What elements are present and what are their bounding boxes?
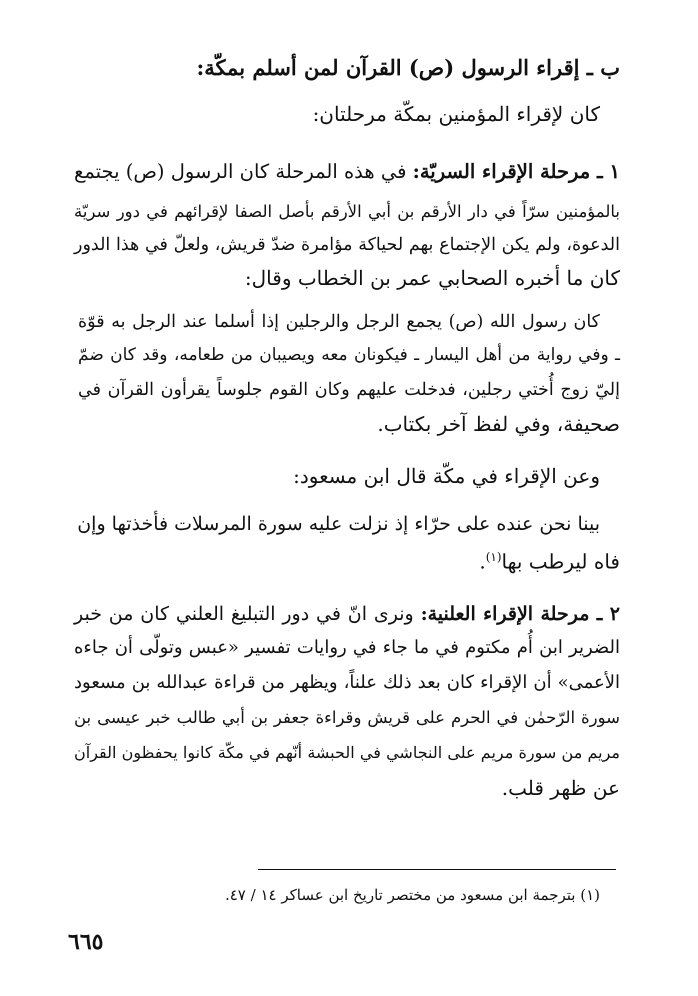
intro-line: كان لإقراء المؤمنين بمكّة مرحلتان: xyxy=(312,102,600,126)
stage2-line: مريم من سورة مريم على النجاشي في الحبشة أنّهم في مكّة كانوا يحفظون القرآن xyxy=(74,743,620,762)
stage2-line: الأعمى» أن الإقراء كان بعد ذلك علناً، ويظهر من قراءة عبدالله بن مسعود xyxy=(74,672,620,693)
stage2-label: ٢ ـ مرحلة الإقراء العلنية: xyxy=(420,603,620,625)
quote2-text: فاه ليرطب بها xyxy=(501,549,620,574)
quote2-end: . xyxy=(479,549,486,574)
quote2-line: بينا نحن عنده على حرّاء إذ نزلت عليه سورة المرسلات فأخذتها وإن xyxy=(77,513,600,535)
stage1-line: كان ما أخبره الصحابي عمر بن الخطاب وقال: xyxy=(244,266,620,290)
quote1-line: صحيفة، وفي لفظ آخر بكتاب. xyxy=(377,412,620,436)
quote1-line: كان رسول الله (ص) يجمع الرجل والرجلين إذا أسلما عند الرجل به قوّة xyxy=(78,312,600,332)
stage2-text: ونرى انّ في دور التبليغ العلني كان من خبر xyxy=(74,603,414,625)
stage2-line: سورة الرّحمٰن في الحرم على قريش وقراءة جعفر بن أبي طالب خبر عيسى بن xyxy=(74,708,620,727)
quote1-line: ـ وفي رواية من أهل اليسار ـ فيكونان معه ويصيبان من طعامه، وقد كان ضمّ xyxy=(78,345,620,365)
stage2-line: الضرير ابن أُم مكتوم في ما جاء في روايات تفسير «عبس وتولّى أن جاءه xyxy=(74,637,620,658)
intro2-line: وعن الإقراء في مكّة قال ابن مسعود: xyxy=(293,464,600,488)
footnote-ref: (١) xyxy=(485,550,502,564)
stage1-label: ١ ـ مرحلة الإقراء السريّة: xyxy=(412,160,620,183)
stage1-line: الدعوة، ولم يكن الإجتماع بهم لحياكة مؤامرة ضدّ قريش، ولعلّ في هذا الدور xyxy=(74,235,620,255)
stage1-line: بالمؤمنين سرّاً في دار الأرقم بن أبي الأرقم بأصل الصفا لإقرائهم في دور سريّة xyxy=(74,202,620,221)
footnote-divider xyxy=(258,869,616,870)
section-heading: ب ـ إقراء الرسول (ص) القرآن لمن أسلم بمكّة: xyxy=(196,55,620,80)
stage2-first-line xyxy=(74,598,620,630)
stage1-text: في هذه المرحلة كان الرسول (ص) يجتمع xyxy=(74,160,407,183)
stage2-line: عن ظهر قلب. xyxy=(501,776,620,800)
footnote: (١) بترجمة ابن مسعود من مختصر تاريخ ابن عساكر ١٤ / ٤٧. xyxy=(224,886,600,904)
stage1-first-line xyxy=(74,156,620,188)
page-number: ٦٦٥ xyxy=(68,929,104,955)
quote2-last-line xyxy=(78,541,620,573)
quote1-line: إليّ زوج أُختي رجلين، فدخلت عليهم وكان القوم جلوساً يقرأون القرآن في xyxy=(78,380,620,400)
